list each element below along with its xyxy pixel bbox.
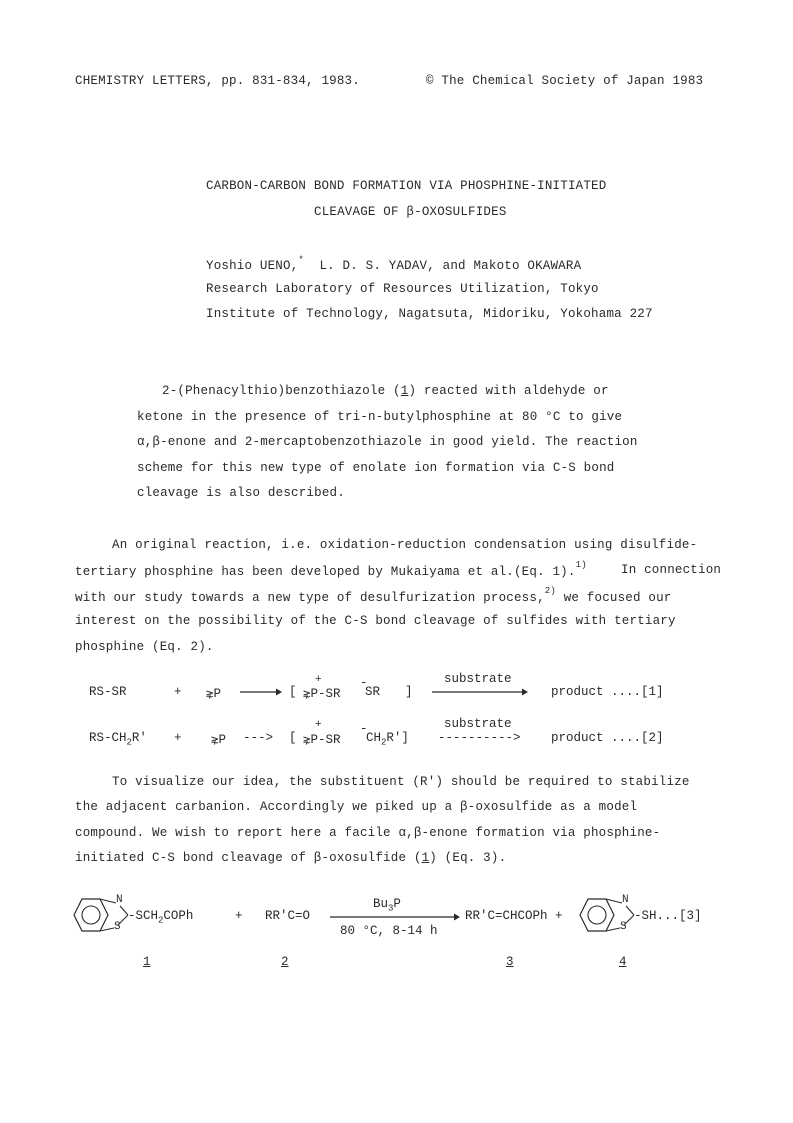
body2-line-2: the adjacent carbanion. Accordingly we piked up a β-oxosulfide as a model <box>75 800 638 814</box>
ref-sup-1: 1) <box>575 560 587 570</box>
body2-line-4: initiated C-S bond cleavage of β-oxosulfide (1) (Eq. 3). <box>75 851 507 865</box>
eq1-reactant: RS-SR <box>89 685 127 699</box>
body1-line-2: tertiary phosphine has been developed by Mukaiyama et al.(Eq. 1).$^{1)}$ <box>75 560 587 580</box>
ring1-s-atom: S <box>114 921 121 933</box>
eq3-plus-1: + <box>235 909 243 923</box>
eq2-product: product ....[2] <box>551 731 664 745</box>
eq2-plus: + <box>174 731 182 745</box>
eq1-substrate-label: substrate <box>444 672 512 686</box>
eq2-phosphonium: ⋧P-SR <box>303 733 341 747</box>
eq1-phosphine: ⋧P <box>206 687 222 701</box>
abstract-line-3: α,β-enone and 2-mercaptobenzothiazole in good yield. The reaction <box>137 435 638 449</box>
eq2-substrate-label: substrate <box>444 717 512 731</box>
eq2-long-dashed-arrow: ----------> <box>438 731 521 745</box>
eq3-thiol-product: -SH...[3] <box>634 909 702 923</box>
eq1-plus: + <box>174 685 182 699</box>
eq3-substituent: $-SCH_2COPh$ <box>128 909 194 926</box>
compound-label-4: 4 <box>619 955 627 969</box>
eq1-product: product ....[1] <box>551 685 664 699</box>
ring2-s-atom: S <box>620 921 627 933</box>
abstract-line-4: scheme for this new type of enolate ion formation via C-S bond <box>137 461 615 475</box>
eq2-positive-charge: + <box>315 719 322 731</box>
eq1-phosphonium: ⋧P-SR <box>303 687 341 701</box>
eq3-conditions: 80 °C, 8-14 h <box>340 924 438 938</box>
author-others: L. D. S. YADAV, and Makoto OKAWARA <box>319 259 582 274</box>
benzothiazole-ring-2 <box>578 895 638 935</box>
paper-title-line-1: CARBON-CARBON BOND FORMATION VIA PHOSPHINE-INITIATED <box>206 179 607 193</box>
affiliation-line-2: Institute of Technology, Nagatsuta, Midoriku, Yokohama 227 <box>206 307 653 321</box>
body2-line-1: To visualize our idea, the substituent (R') should be required to stabilize <box>112 775 690 789</box>
eq2-reactant: $RS-CH_2R'$ <box>89 731 147 748</box>
eq1-arrow-1 <box>240 687 282 697</box>
compound-ref-1: 1 <box>400 384 409 398</box>
affiliation-line-1: Research Laboratory of Resources Utilization, Tokyo <box>206 282 599 296</box>
eq1-arrow-2 <box>432 687 528 697</box>
eq3-arrow <box>330 912 460 922</box>
eq2-bracket-open: [ <box>289 731 297 745</box>
ring2-n-atom: N <box>622 894 629 906</box>
ref-sup-2: 2) <box>544 586 556 596</box>
eq2-negative-charge: - <box>360 722 368 736</box>
journal-citation: CHEMISTRY LETTERS, pp. 831-834, 1983. <box>75 74 360 88</box>
compound-label-3: 3 <box>506 955 514 969</box>
eq1-positive-charge: + <box>315 674 322 686</box>
body2-line-3: compound. We wish to report here a facile α,β-enone formation via phosphine- <box>75 826 661 840</box>
eq3-ketone: RR'C=O <box>265 909 311 923</box>
eq1-thiolate: SR <box>365 685 381 699</box>
eq3-reagent: $Bu_3P$ <box>373 897 401 914</box>
body1-line-3: with our study towards a new type of desulfurization process,$^{2)}$ we focused our <box>75 586 672 606</box>
eq3-enone-product: RR'C=CHCOPh + <box>465 909 563 923</box>
eq2-carbanion: $CH_2R'$] <box>366 731 409 748</box>
eq1-negative-charge: - <box>360 676 368 690</box>
author-line <box>206 257 581 273</box>
eq1-bracket-close: ] <box>405 685 413 699</box>
eq2-dashed-arrow: ---> <box>243 731 274 745</box>
ring1-n-atom: N <box>116 894 123 906</box>
benzothiazole-ring-1 <box>72 895 132 935</box>
abstract-line-2: ketone in the presence of tri-n-butylphosphine at 80 °C to give <box>137 410 623 424</box>
body1-line-1: An original reaction, i.e. oxidation-reduction condensation using disulfide- <box>112 538 698 552</box>
eq2-phosphine: ⋧P <box>211 733 227 747</box>
copyright-line: © The Chemical Society of Japan 1983 <box>426 74 704 88</box>
abstract-line-1: 2-(Phenacylthio)benzothiazole (1) reacted with aldehyde or <box>162 384 609 398</box>
compound-label-1: 1 <box>143 955 151 969</box>
body1-line-5: phosphine (Eq. 2). <box>75 640 214 654</box>
paper-title-line-2: CLEAVAGE OF β-OXOSULFIDES <box>314 205 507 219</box>
body1-line-4: interest on the possibility of the C-S bond cleavage of sulfides with tertiary <box>75 614 676 628</box>
compound-ref-1b: 1 <box>421 851 430 865</box>
body1-line-2-end: In connection <box>621 563 722 577</box>
compound-label-2: 2 <box>281 955 289 969</box>
corresponding-star: * <box>298 255 305 265</box>
author-ueno: Yoshio UENO, <box>206 259 299 274</box>
abstract-line-5: cleavage is also described. <box>137 486 345 500</box>
eq1-bracket-open: [ <box>289 685 297 699</box>
